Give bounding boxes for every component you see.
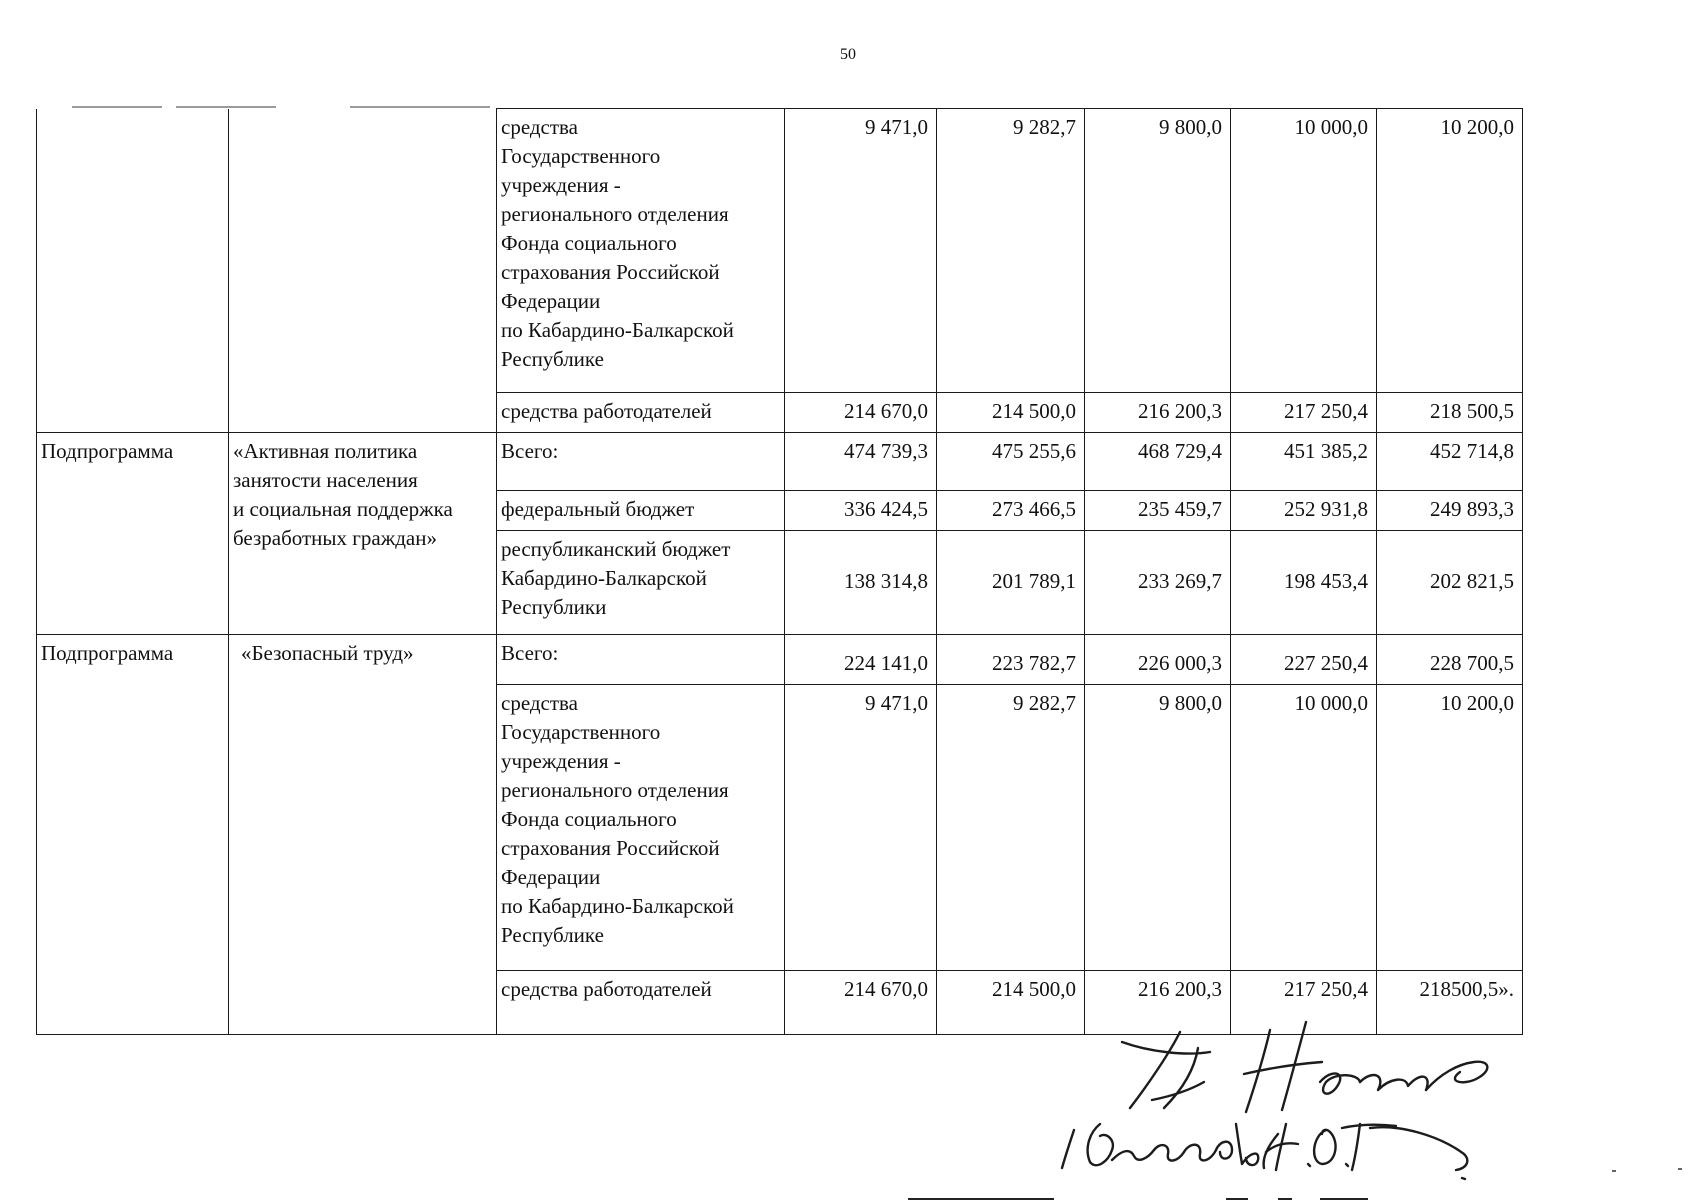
value-cell: 214 670,0 (785, 971, 937, 1035)
program-type-cell: Подпрограмма (37, 433, 229, 635)
value-cell: 9 282,7 (937, 109, 1085, 393)
value-cell: 10 000,0 (1231, 685, 1377, 971)
program-name-cell: «Безопасный труд» (229, 635, 497, 1035)
scan-artifact-line (1612, 1170, 1616, 1172)
funding-source-cell: средства работодателей (497, 393, 785, 433)
value-cell: 249 893,3 (1377, 491, 1523, 531)
program-type-cell: Подпрограмма (37, 635, 229, 1035)
value-cell: 223 782,7 (937, 635, 1085, 685)
value-cell: 224 141,0 (785, 635, 937, 685)
program-name-cell: «Активная политика занятости населения и социальная поддержка безработных граждан» (229, 433, 497, 635)
value-cell: 214 500,0 (937, 971, 1085, 1035)
funding-source-cell: средства работодателей (497, 971, 785, 1035)
value-cell: 198 453,4 (1231, 531, 1377, 635)
value-cell: 273 466,5 (937, 491, 1085, 531)
value-cell: 451 385,2 (1231, 433, 1377, 491)
value-cell: 10 000,0 (1231, 109, 1377, 393)
value-cell: 227 250,4 (1231, 635, 1377, 685)
value-cell: 9 471,0 (785, 109, 937, 393)
value-cell: 202 821,5 (1377, 531, 1523, 635)
value-cell: 214 670,0 (785, 393, 937, 433)
value-cell: 475 255,6 (937, 433, 1085, 491)
funding-source-cell: республиканский бюджет Кабардино-Балкарской Республики (497, 531, 785, 635)
value-cell: 9 800,0 (1085, 109, 1231, 393)
value-cell: 218500,5». (1377, 971, 1523, 1035)
value-cell: 216 200,3 (1085, 971, 1231, 1035)
table-row (37, 635, 1523, 685)
value-cell: 201 789,1 (937, 531, 1085, 635)
funding-source-cell: федеральный бюджет (497, 491, 785, 531)
handwritten-signature (1060, 1012, 1580, 1182)
table-row (37, 109, 1523, 393)
value-cell: 9 471,0 (785, 685, 937, 971)
value-cell: 9 282,7 (937, 685, 1085, 971)
budget-table (36, 108, 1523, 1035)
value-cell: 216 200,3 (1085, 393, 1231, 433)
value-cell: 452 714,8 (1377, 433, 1523, 491)
value-cell: 217 250,4 (1231, 393, 1377, 433)
value-cell: 9 800,0 (1085, 685, 1231, 971)
value-cell: 138 314,8 (785, 531, 937, 635)
value-cell: 214 500,0 (937, 393, 1085, 433)
value-cell: 226 000,3 (1085, 635, 1231, 685)
funding-source-cell: средства Государственного учреждения - регионального отделения Фонда социального страхования Российской Федерации по Кабардино-Балкарской Республике (497, 109, 785, 393)
program-type-cell (37, 109, 229, 433)
value-cell: 252 931,8 (1231, 491, 1377, 531)
value-cell: 474 739,3 (785, 433, 937, 491)
value-cell: 217 250,4 (1231, 971, 1377, 1035)
page-number: 50 (840, 46, 856, 63)
value-cell: 10 200,0 (1377, 685, 1523, 971)
value-cell: 235 459,7 (1085, 491, 1231, 531)
value-cell: 228 700,5 (1377, 635, 1523, 685)
scan-artifact-line (1678, 1168, 1682, 1170)
funding-source-cell: Всего: (497, 433, 785, 491)
value-cell: 10 200,0 (1377, 109, 1523, 393)
program-name-cell (229, 109, 497, 433)
value-cell: 468 729,4 (1085, 433, 1231, 491)
value-cell: 233 269,7 (1085, 531, 1231, 635)
table-row (37, 433, 1523, 491)
value-cell: 218 500,5 (1377, 393, 1523, 433)
value-cell: 336 424,5 (785, 491, 937, 531)
funding-source-cell: средства Государственного учреждения - регионального отделения Фонда социального страхования Российской Федерации по Кабардино-Балкарской Республике (497, 685, 785, 971)
funding-source-cell: Всего: (497, 635, 785, 685)
